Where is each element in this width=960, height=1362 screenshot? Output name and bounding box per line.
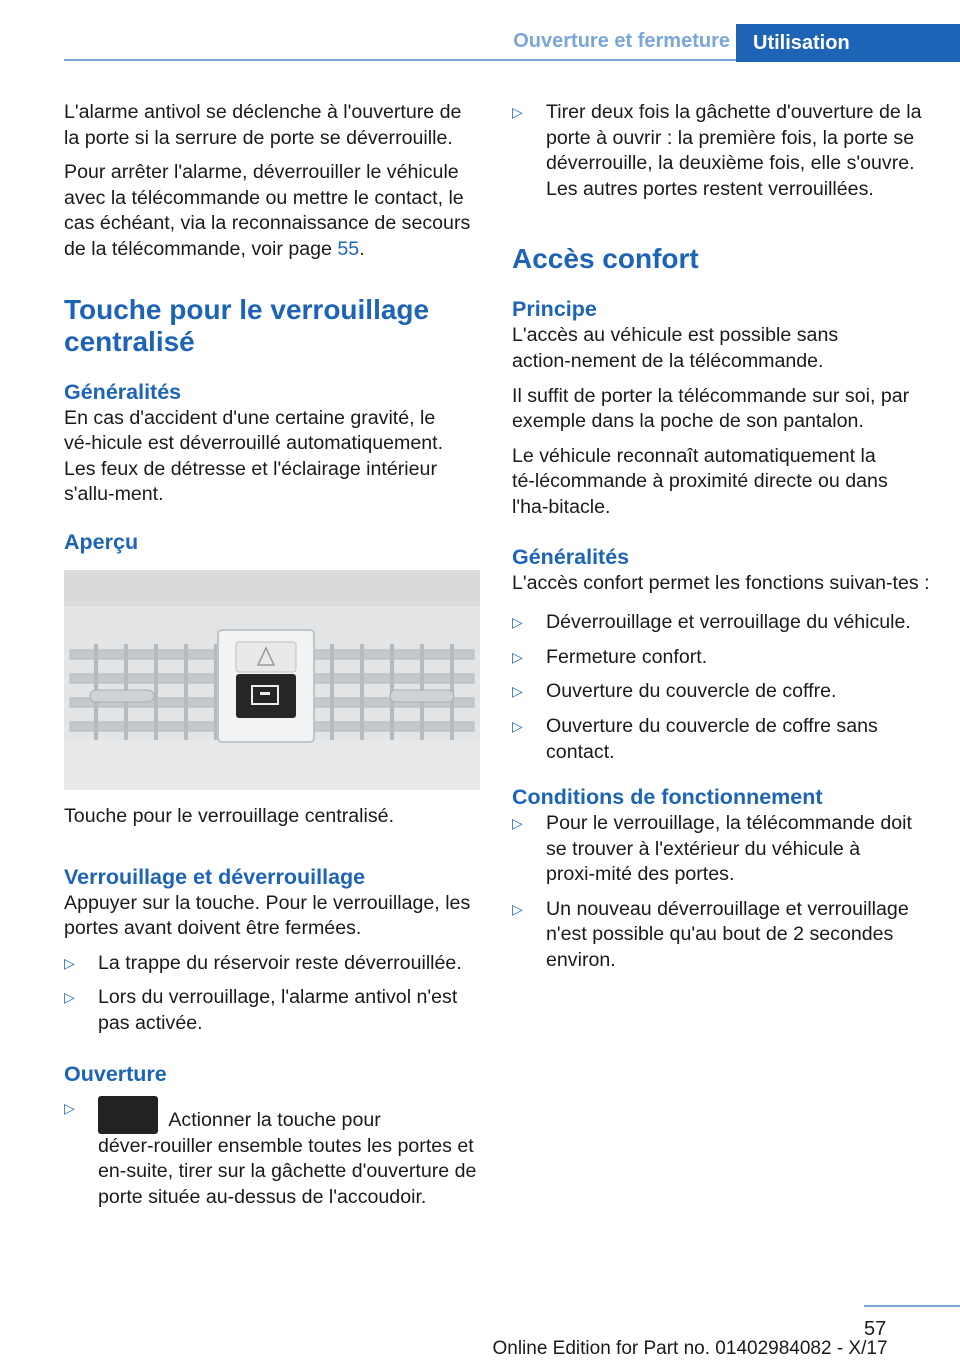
subheading-generalites: Généralités — [64, 379, 182, 404]
bullet-triangle-icon: ▷ — [512, 104, 523, 120]
paragraph-stop-alarm-text: Pour arrêter l'alarme, déverrouiller le véhicule avec la télécommande ou mettre le contact, le cas échéant, via la reconnaissance de secours de la télécommande, voir page — [64, 161, 471, 260]
paragraph-appuyer: Appuyer sur la touche. Pour le verrouillage, les portes avant doivent être fermées. — [64, 891, 471, 940]
list-item-text: Déverrouillage et verrouillage du véhicule. — [546, 611, 911, 634]
list-item — [512, 897, 930, 974]
bullet-triangle-icon: ▷ — [512, 614, 523, 631]
unlock-button-icon — [98, 1096, 158, 1134]
list-item-text: Ouverture du couvercle de coffre. — [546, 680, 837, 703]
paragraph-principe-2: Il suffit de porter la télécommande sur soi, par exemple dans la poche de son pantalon. — [512, 384, 910, 433]
list-tirer — [512, 100, 930, 202]
bullet-triangle-icon: ▷ — [512, 815, 523, 832]
subheading-verrouillage: Verrouillage et déverrouillage — [64, 864, 366, 889]
bullet-triangle-icon: ▷ — [64, 954, 75, 971]
list-item — [64, 1096, 480, 1211]
header-chapter-tab[interactable]: Utilisation — [736, 24, 960, 62]
page-number: 57 — [864, 1318, 887, 1340]
list-item — [512, 811, 930, 888]
list-fonctions — [512, 610, 930, 765]
right-column — [512, 100, 930, 983]
subheading-generalites-confort: Généralités — [512, 544, 630, 569]
list-item-text: Tirer deux fois la gâchette d'ouverture de la porte à ouvrir : la première fois, la porte se déverrouille, la deuxième fois, elle s'ouvre. Les autres portes restent verrouillées. — [546, 101, 922, 200]
paragraph-alarm: L'alarme antivol se déclenche à l'ouverture de la porte si la serrure de porte se déverrouille. — [64, 101, 462, 149]
footer-rule — [864, 1305, 960, 1307]
section-title-central-lock: Touche pour le verrouillage centralisé — [64, 293, 430, 357]
list-item-text: La trappe du réservoir reste déverrouillée. — [98, 951, 462, 974]
list-item-text: Un nouveau déverrouillage et verrouillage n'est possible qu'au bout de 2 secondes environ. — [546, 897, 909, 972]
bullet-triangle-icon: ▷ — [512, 717, 523, 734]
bullet-triangle-icon: ▷ — [64, 989, 75, 1006]
central-lock-button-illustration — [64, 570, 480, 790]
paragraph-fonctions: L'accès confort permet les fonctions suivan‑tes : — [512, 571, 930, 594]
list-conditions — [512, 811, 930, 974]
paragraph-accident: En cas d'accident d'une certaine gravité, le vé‑hicule est déverrouillé automatiquement. Les feux de détresse et l'éclairage intérieur s'allu‑ment. — [64, 406, 444, 506]
paragraph-principe-1: L'accès au véhicule est possible sans action‑nement de la télécommande. — [512, 324, 839, 372]
paragraph-stop-alarm-end: . — [359, 237, 365, 260]
bullet-triangle-icon: ▷ — [64, 1099, 75, 1116]
list-item — [64, 951, 480, 977]
list-verrouillage — [64, 951, 480, 1037]
list-item-text: Fermeture confort. — [546, 645, 708, 668]
list-item-text: Actionner la touche pour déver‑rouiller ensemble toutes les portes et en‑suite, tirer sur la gâchette d'ouverture de porte située au-dessus de l'accoudoir. — [98, 1108, 477, 1208]
list-item-text: Ouverture du couvercle de coffre sans contact. — [546, 714, 878, 763]
list-ouverture — [64, 1096, 480, 1211]
subheading-principe: Principe — [512, 297, 597, 322]
subheading-apercu: Aperçu — [64, 529, 139, 554]
paragraph-stop-alarm — [64, 160, 480, 262]
bullet-triangle-icon: ▷ — [512, 648, 523, 665]
header-rule — [64, 59, 736, 61]
bullet-triangle-icon: ▷ — [512, 683, 523, 700]
left-column — [64, 100, 480, 1219]
paragraph-principe-3: Le véhicule reconnaît automatiquement la té‑lécommande à proximité directe ou dans l'ha‑bitacle. — [512, 444, 888, 518]
list-item-text: Lors du verrouillage, l'alarme antivol n'est pas activée. — [98, 986, 458, 1034]
figure-caption: Touche pour le verrouillage centralisé. — [64, 804, 395, 827]
list-item — [512, 100, 930, 202]
list-item — [512, 645, 930, 671]
list-item — [512, 610, 930, 636]
section-title-acces-confort: Accès confort — [512, 243, 699, 275]
list-item-text: Pour le verrouillage, la télécommande doit se trouver à l'extérieur du véhicule à proxi‑mité des portes. — [546, 812, 912, 886]
list-item — [64, 985, 480, 1036]
footer-edition: Online Edition for Part no. 01402984082 - X/17 — [492, 1338, 888, 1359]
bullet-triangle-icon: ▷ — [512, 900, 523, 917]
list-item — [512, 714, 930, 765]
header-section-title: Ouverture et fermeture — [513, 30, 730, 52]
list-item — [512, 679, 930, 705]
subheading-ouverture: Ouverture — [64, 1061, 167, 1086]
subheading-conditions: Conditions de fonctionnement — [512, 785, 823, 810]
page-link-55[interactable]: 55 — [337, 237, 360, 260]
